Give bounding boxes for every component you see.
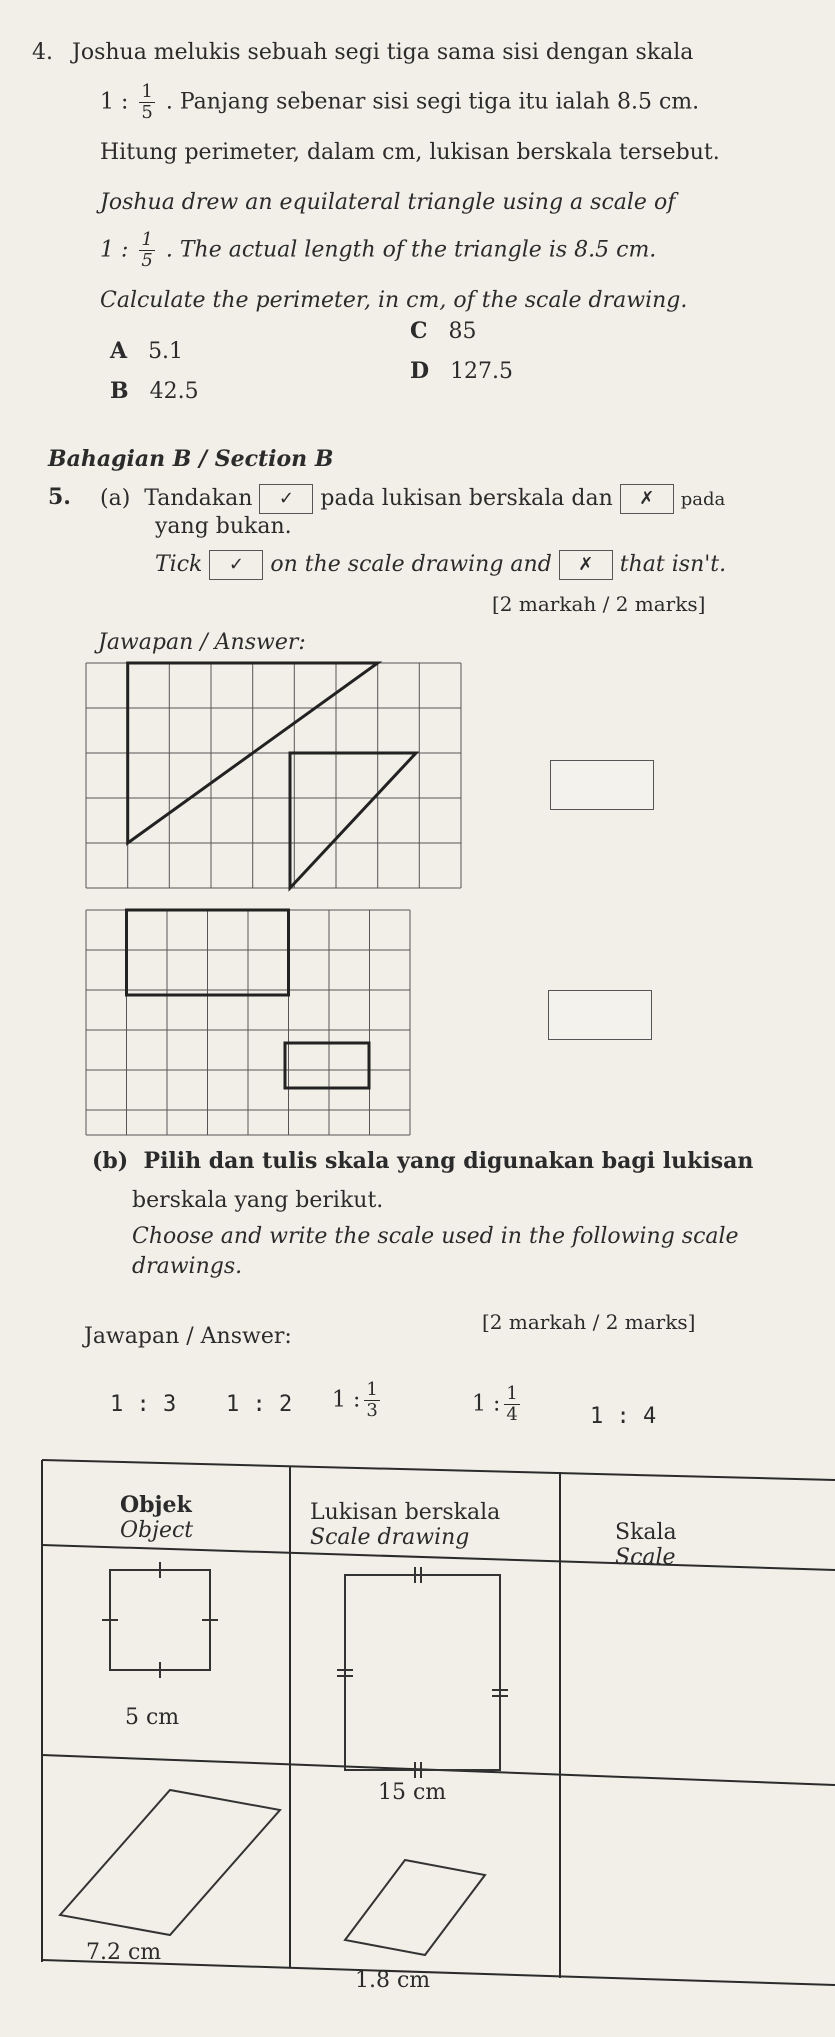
marks-b: [2 markah / 2 marks]	[482, 1310, 696, 1334]
part-b-en-2: drawings.	[132, 1254, 243, 1279]
scale-prefix: 1 :	[100, 89, 129, 115]
row2-object-parallelogram	[60, 1790, 280, 1935]
header-object: Objek Object	[120, 1492, 194, 1543]
q5-en-tick-line: Tick ✓ on the scale drawing and ✗ that isn't.	[155, 550, 726, 580]
cross-symbol-box: ✗	[620, 484, 674, 514]
tick-symbol-box: ✓	[259, 484, 313, 514]
option-d[interactable]: D 127.5	[410, 358, 514, 384]
q5-number: 5.	[48, 484, 71, 510]
scale-option-4: 1 : $\frac{1}{4}$	[472, 1383, 518, 1425]
row1-drawing-square	[345, 1575, 500, 1770]
q4-ms-line2-rest: . Panjang sebenar sisi segi tiga itu ialah 8.5 cm.	[165, 89, 700, 115]
q4-en-line2: 1 : $\frac{1}{5}$ . The actual length of the triangle is 8.5 cm.	[100, 229, 657, 271]
q5-ms-tick-line2: yang bukan.	[155, 514, 292, 539]
q4-en-line2-rest: . The actual length of the triangle is 8.5 cm.	[165, 237, 657, 263]
answer-label-b: Jawapan / Answer:	[84, 1324, 292, 1349]
scale-option-3: 1 : $\frac{1}{3}$	[332, 1379, 378, 1421]
scale-option-2: 1 : 2	[226, 1392, 293, 1417]
row1-object-label: 5 cm	[125, 1705, 180, 1730]
section-title: Bahagian B / Section B	[48, 446, 334, 472]
option-c[interactable]: C 85	[410, 318, 477, 344]
part-b-en-1: Choose and write the scale used in the following scale	[132, 1224, 739, 1249]
row2-object-label: 7.2 cm	[86, 1940, 162, 1965]
q4-number: 4.	[32, 40, 53, 65]
part-b-ms-1: (b) Pilih dan tulis skala yang digunakan bagi lukisan	[92, 1148, 754, 1174]
option-a[interactable]: A 5.1	[110, 338, 184, 364]
row2-drawing-label: 1.8 cm	[355, 1968, 431, 1993]
q4-en-line3: Calculate the perimeter, in cm, of the scale drawing.	[100, 288, 688, 313]
q4-en-line1: Joshua drew an equilateral triangle using a scale of	[100, 190, 676, 215]
q4-ms-line3: Hitung perimeter, dalam cm, lukisan berskala tersebut.	[100, 140, 720, 165]
scale-option-5: 1 : 4	[590, 1404, 657, 1429]
option-b[interactable]: B 42.5	[110, 378, 199, 404]
row1-drawing-label: 15 cm	[378, 1780, 447, 1805]
scale-fraction: $\frac{1}{5}$	[141, 81, 153, 123]
row1-object-square	[110, 1570, 210, 1670]
scale-option-1: 1 : 3	[110, 1392, 177, 1417]
answer-label-a: Jawapan / Answer:	[98, 630, 306, 655]
tick-symbol-box-en: ✓	[209, 550, 263, 580]
header-scale: Skala Scale	[615, 1520, 677, 1570]
header-drawing: Lukisan berskala Scale drawing	[310, 1500, 501, 1550]
q5-ms-tick-line: (a) Tandakan ✓ pada lukisan berskala dan ✗ pada	[100, 484, 725, 514]
part-b-ms-2: berskala yang berikut.	[132, 1188, 384, 1213]
row2-drawing-parallelogram	[345, 1860, 485, 1955]
q4-ms-line1: Joshua melukis sebuah segi tiga sama sisi dengan skala	[72, 40, 694, 65]
marks-a: [2 markah / 2 marks]	[492, 592, 706, 616]
cross-symbol-box-en: ✗	[559, 550, 613, 580]
